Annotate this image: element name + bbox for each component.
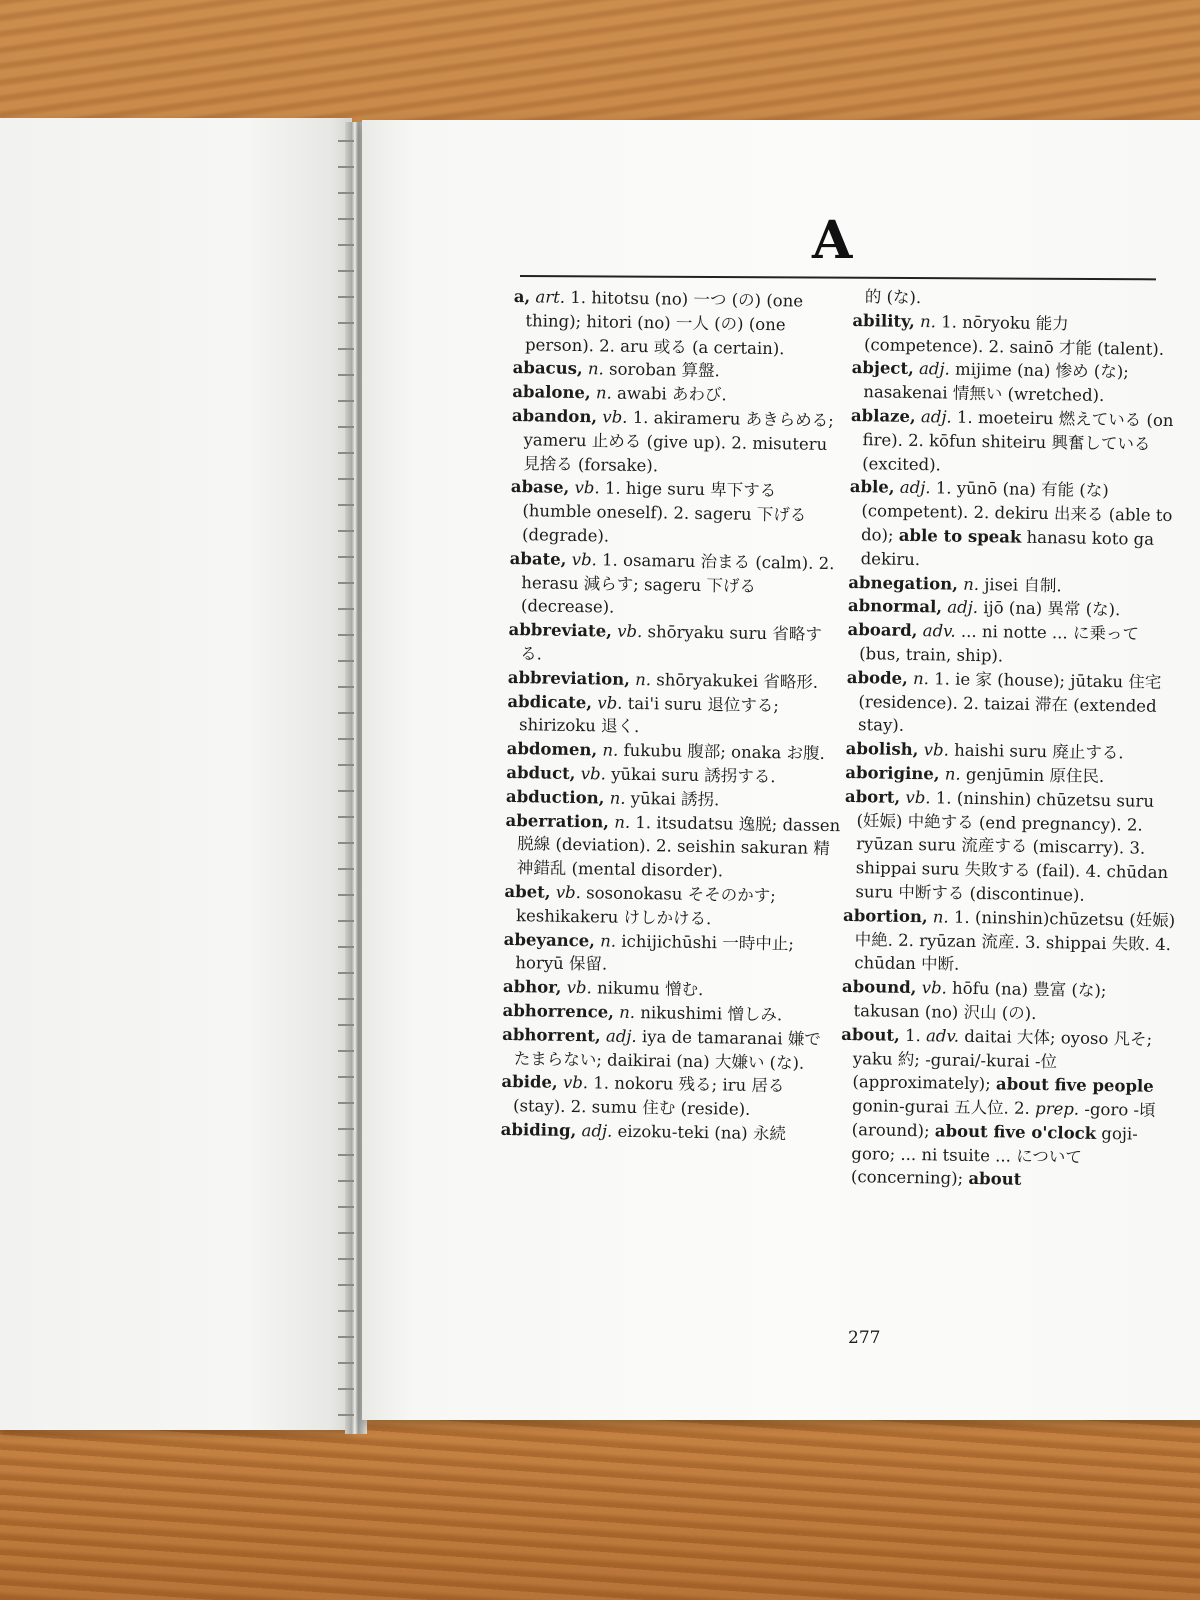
binding-stitch — [338, 946, 354, 948]
definition-text: 1. yūnō (na) 有能 (な) (competent). 2. dekiru 出来る (able to do); — [860, 478, 1173, 545]
headword: ability, — [852, 310, 916, 331]
dictionary-entry — [503, 927, 839, 980]
binding-stitch — [338, 894, 354, 896]
headword: aboard, — [847, 620, 918, 641]
headword: abbreviation, — [507, 667, 631, 689]
dictionary-entry — [501, 1070, 837, 1123]
binding-stitch — [338, 452, 354, 454]
dictionary-entry — [839, 1023, 1177, 1195]
definition-text: eizoku-teki (na) 永続 — [612, 1121, 787, 1144]
definition-text: -goro -頃 (around); — [851, 1099, 1156, 1141]
definition-text: haishi suru 廃止する. — [948, 740, 1124, 763]
definition-text: goji-goro; ... ni tsuite ... について (concerning); — [850, 1123, 1139, 1189]
headword: abeyance, — [503, 929, 596, 950]
binding-stitch — [338, 1310, 354, 1312]
headword: abhor, — [502, 977, 562, 997]
headword: abhorrent, — [502, 1024, 601, 1046]
binding-stitch — [338, 478, 354, 480]
binding-stitch — [338, 634, 354, 636]
definition-text: 1. (ninshin) chūzetsu suru (妊娠) 中絶する (end pregnancy). 2. ryūzan suru 流産する (miscarry). 3. shippai suru 失敗する (fail). 4. chūdan suru 中断する (discontinue). — [855, 788, 1169, 905]
binding-stitch — [338, 1024, 354, 1026]
part-of-speech: prep. — [1034, 1099, 1080, 1119]
binding-stitch — [338, 998, 354, 1000]
part-of-speech: n. — [944, 764, 961, 784]
dictionary-entry — [849, 475, 1185, 575]
binding-stitch — [338, 712, 354, 714]
definition-text: gonin-gurai 五人位. 2. — [851, 1096, 1036, 1119]
binding-stitch — [338, 218, 354, 220]
part-of-speech: vb. — [602, 407, 628, 427]
headword: aberration, — [505, 810, 610, 832]
binding-stitch — [338, 1128, 354, 1130]
example-phrase: about five people — [995, 1074, 1154, 1097]
dictionary-entry — [509, 547, 845, 624]
part-of-speech: vb. — [555, 882, 582, 903]
example-phrase: about — [968, 1169, 1022, 1190]
binding-stitch — [338, 1414, 354, 1416]
headword: abduct, — [506, 762, 576, 783]
binding-stitch — [338, 868, 354, 870]
definition-text: daitai 大体; oyoso 凡そ; yaku 約; -gurai/-kurai -位 (approximately); — [852, 1026, 1153, 1094]
headword: abacus, — [512, 358, 583, 379]
definition-text: 1. nokoru 残る; iru 居る (stay). 2. sumu 住む (reside). — [512, 1073, 785, 1119]
part-of-speech: adj. — [918, 359, 950, 379]
binding-stitch — [338, 1336, 354, 1338]
binding-stitch — [338, 1388, 354, 1390]
part-of-speech: vb. — [597, 692, 623, 713]
definition-text: nikushimi 憎しみ. — [634, 1002, 783, 1025]
headword: abolish, — [845, 739, 919, 760]
part-of-speech: adj. — [605, 1026, 637, 1046]
table-surface — [0, 1415, 1200, 1600]
binding-stitch — [338, 686, 354, 688]
part-of-speech: adv. — [922, 621, 956, 641]
binding-stitch — [338, 816, 354, 818]
dictionary-column-left — [501, 285, 849, 1147]
page-number: 277 — [848, 1328, 881, 1348]
headword: ablaze, — [850, 405, 916, 426]
definition-text: 1. hitotsu (no) 一つ (の) (one thing); hitori (no) 一人 (の) (one person). 2. aru 或る (a certain). — [524, 287, 804, 358]
binding-stitch — [338, 582, 354, 584]
definition-text: 1. moeteiru 燃えている (on fire). 2. kōfun shiteiru 興奮している (excited). — [862, 407, 1174, 474]
headword: abhorrence, — [502, 1000, 615, 1022]
definition-text: sosonokasu そそのかす; keshikakeru けしかける. — [515, 883, 776, 928]
binding-stitch — [338, 738, 354, 740]
binding-stitch — [338, 270, 354, 272]
definition-text: 1. nōryoku 能力 (competence). 2. sainō 才能 (talent). — [863, 312, 1165, 359]
part-of-speech: n. — [614, 812, 631, 832]
headword: abdomen, — [506, 739, 598, 760]
definition-text: mijime (na) 惨め (な); nasakenai 情無い (wretched). — [863, 359, 1129, 406]
binding-stitch — [338, 920, 354, 922]
binding-stitch — [338, 1102, 354, 1104]
part-of-speech: vb. — [566, 978, 592, 998]
part-of-speech: vb. — [923, 740, 950, 760]
part-of-speech: vb. — [574, 478, 600, 498]
definition-text: iya de tamaranai 嫌でたまらない; daikirai (na) 大嫌い (な). — [513, 1026, 822, 1073]
binding-stitch — [338, 348, 354, 350]
definition-text: hōfu (na) 豊富 (な); takusan (no) 沢山 (の). — [853, 978, 1107, 1023]
definition-text: nikumu 憎む. — [591, 978, 704, 1000]
definition-text: ichijichūshi 一時中止; horyū 保留. — [515, 931, 794, 974]
dictionary-entry — [510, 475, 846, 552]
dictionary-entry — [850, 404, 1186, 481]
binding-stitch — [338, 530, 354, 532]
definition-text: 1. ie 家 (house); jūtaku 住宅 (residence). 2. taizai 滞在 (extended stay). — [857, 668, 1162, 736]
binding-stitch — [338, 504, 354, 506]
binding-stitch — [338, 660, 354, 662]
dictionary-entry — [841, 975, 1177, 1028]
definition-text: awabi あわび. — [611, 383, 727, 405]
binding-stitch — [338, 296, 354, 298]
example-phrase: about five o'clock — [934, 1121, 1097, 1143]
part-of-speech: adj. — [581, 1121, 613, 1141]
definition-text: ... ni notte ... に乗って (bus, train, ship). — [859, 621, 1140, 666]
part-of-speech: vb. — [571, 549, 598, 570]
definition-text: jisei 自制. — [978, 574, 1062, 595]
part-of-speech: vb. — [562, 1073, 589, 1093]
definition-text: shōryaku suru 省略する. — [520, 622, 823, 664]
part-of-speech: n. — [932, 907, 949, 927]
part-of-speech: n. — [595, 383, 613, 403]
binding-stitch — [338, 1076, 354, 1078]
binding-stitch — [338, 322, 354, 324]
part-of-speech: n. — [963, 574, 980, 594]
definition-text: 的 (な). — [864, 287, 922, 308]
part-of-speech: vb. — [617, 621, 643, 642]
part-of-speech: n. — [587, 359, 604, 379]
binding-stitch — [338, 1180, 354, 1182]
headword: about, — [841, 1024, 900, 1045]
binding-stitch — [338, 608, 354, 610]
definition-text: hanasu koto ga dekiru. — [860, 527, 1155, 569]
binding-stitch — [338, 1232, 354, 1234]
binding-stitch — [338, 192, 354, 194]
dictionary-entry — [511, 404, 847, 481]
headword: aborigine, — [845, 762, 940, 784]
dictionary-entry — [847, 618, 1183, 671]
left-page — [0, 118, 352, 1430]
binding-stitch — [338, 244, 354, 246]
dictionary-entry — [513, 285, 849, 362]
part-of-speech: n. — [602, 740, 619, 760]
definition-text: 1. osamaru 治まる (calm). 2. herasu 減らす; sageru 下げる (decrease). — [520, 550, 835, 617]
part-of-speech: adv. — [925, 1025, 960, 1046]
definition-text: 1. akirameru あきらめる; yameru 止める (give up). 2. misuteru 見捨る (forsake). — [523, 407, 834, 475]
definition-text: shōryakukei 省略形. — [650, 669, 819, 692]
binding-stitch — [338, 140, 354, 142]
dictionary-entry — [504, 880, 840, 933]
part-of-speech: n. — [912, 668, 930, 688]
part-of-speech: art. — [535, 287, 566, 307]
dictionary-column-right — [839, 285, 1188, 1194]
binding-stitch — [338, 842, 354, 844]
part-of-speech: adj. — [920, 407, 952, 427]
binding-stitch — [338, 1258, 354, 1260]
dictionary-entry — [505, 808, 841, 885]
dictionary-entry — [507, 689, 843, 742]
binding-stitch — [338, 1206, 354, 1208]
headword: abode, — [846, 667, 908, 688]
dictionary-entry — [852, 309, 1188, 362]
headword: abort, — [844, 786, 901, 807]
dictionary-entry — [846, 666, 1182, 743]
headword: abalone, — [512, 382, 591, 403]
binding-stitch — [338, 790, 354, 792]
definition-text: soroban 算盤. — [603, 359, 720, 381]
dictionary-entry — [843, 785, 1180, 909]
example-phrase: able to speak — [898, 525, 1022, 547]
binding-stitch — [338, 972, 354, 974]
headword: abdicate, — [507, 691, 593, 712]
part-of-speech: n. — [919, 311, 937, 332]
definition-text: tai'i suru 退位する; shirizoku 退く. — [518, 693, 780, 737]
definition-text: yūkai 誘拐. — [625, 788, 720, 810]
part-of-speech: n. — [619, 1002, 636, 1022]
headword: abnormal, — [847, 596, 943, 617]
definition-text: fukubu 腹部; onaka お腹. — [618, 740, 825, 764]
binding-stitch — [338, 426, 354, 428]
binding-stitch — [338, 764, 354, 766]
headword: a, — [513, 286, 531, 307]
headword: abide, — [501, 1072, 558, 1093]
binding-stitch — [338, 1362, 354, 1364]
definition-text: 1. — [899, 1025, 927, 1045]
binding-stitch — [338, 1284, 354, 1286]
part-of-speech: adj. — [947, 597, 979, 618]
headword: abandon, — [511, 405, 598, 427]
part-of-speech: adj. — [899, 478, 931, 498]
dictionary-entry — [508, 618, 844, 671]
definition-text: 1. (ninshin)chūzetsu (妊娠)中絶. 2. ryūzan 流産. 3. shippai 失敗. 4. chūdan 中断. — [854, 907, 1176, 975]
headword: able, — [849, 477, 895, 498]
dictionary-entry — [502, 1023, 838, 1076]
part-of-speech: vb. — [580, 764, 607, 784]
headword: abduction, — [505, 786, 605, 808]
part-of-speech: vb. — [921, 978, 948, 998]
part-of-speech: n. — [600, 930, 617, 951]
headword: abiding, — [500, 1119, 577, 1140]
binding-stitch — [338, 166, 354, 168]
headword: abet, — [504, 881, 551, 902]
headword: abound, — [841, 977, 917, 998]
definition-text: ijō (na) 異常 (な). — [977, 598, 1121, 620]
part-of-speech: n. — [609, 788, 626, 808]
definition-text: yūkai suru 誘拐する. — [605, 764, 776, 787]
headword: abbreviate, — [508, 620, 613, 641]
headword: abase, — [510, 477, 570, 498]
definition-text: 1. itsudatsu 逸脱; dassen 脱線 (deviation). 2. seishin sakuran 精神錯乱 (mental disorder). — [516, 812, 841, 881]
part-of-speech: vb. — [905, 787, 931, 808]
headword: abortion, — [842, 905, 928, 926]
binding-stitch — [338, 1154, 354, 1156]
definition-text: 1. hige suru 卑下する (humble oneself). 2. sageru 下げる (degrade). — [521, 478, 807, 546]
binding-stitch — [338, 400, 354, 402]
binding-stitch — [338, 374, 354, 376]
definition-text: genjūmin 原住民. — [960, 764, 1105, 786]
binding-stitch — [338, 1050, 354, 1052]
headword: abject, — [851, 358, 914, 379]
headword: abnegation, — [848, 572, 959, 594]
dictionary-entry — [851, 356, 1187, 409]
binding-stitch — [338, 556, 354, 558]
dictionary-entry — [842, 904, 1178, 981]
headword: abate, — [509, 548, 567, 569]
section-letter-heading: A — [812, 210, 853, 271]
part-of-speech: n. — [635, 669, 652, 689]
